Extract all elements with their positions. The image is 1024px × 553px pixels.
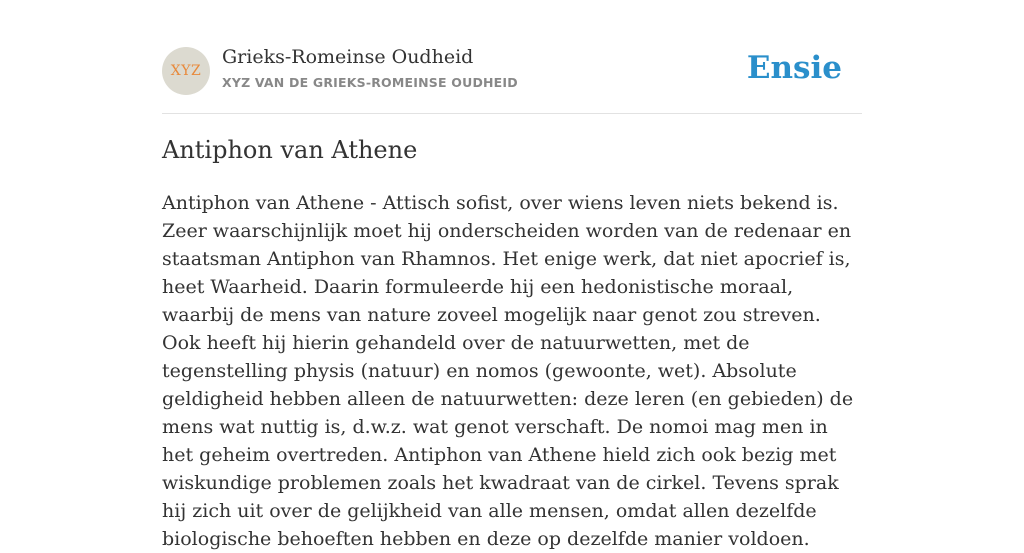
brand-logo-link[interactable]: Ensie xyxy=(746,50,842,86)
entry-body: Antiphon van Athene - Attisch sofist, over wiens leven niets bekend is. Zeer waarschijnlijk moet hij onderscheiden worden van de redenaar en staatsman Antiphon van Rhamnos. Het enige werk, dat niet apocrief is, heet Waarheid. Daarin formuleerde hij een hedonistische moraal, waarbij de mens van nature zoveel mogelijk naar genot zou streven. Ook heeft hij hierin gehandeld over de natuurwetten, met de tegenstelling physis (natuur) en nomos (gewoonte, wet). Absolute geldigheid hebben alleen de natuurwetten: deze leren (en gebieden) de mens wat nuttig is, d.w.z. wat genot verschaft. De nomoi mag men in het geheim overtreden. Antiphon van Athene hield zich ook bezig met wiskundige problemen zoals het kwadraat van de cirkel. Tevens sprak hij zich uit over de gelijkheid van alle mensen, omdat allen dezelfde biologische behoeften hebben en deze op dezelfde manier voldoen. xyxy=(162,192,854,550)
header-divider xyxy=(162,113,862,114)
collection-avatar[interactable]: XYZ xyxy=(162,47,210,95)
collection-subtitle: XYZ VAN DE GRIEKS-ROMEINSE OUDHEID xyxy=(222,75,518,90)
collection-header xyxy=(162,46,862,96)
entry-title: Antiphon van Athene xyxy=(162,136,418,164)
collection-title[interactable]: Grieks-Romeinse Oudheid xyxy=(222,46,474,68)
